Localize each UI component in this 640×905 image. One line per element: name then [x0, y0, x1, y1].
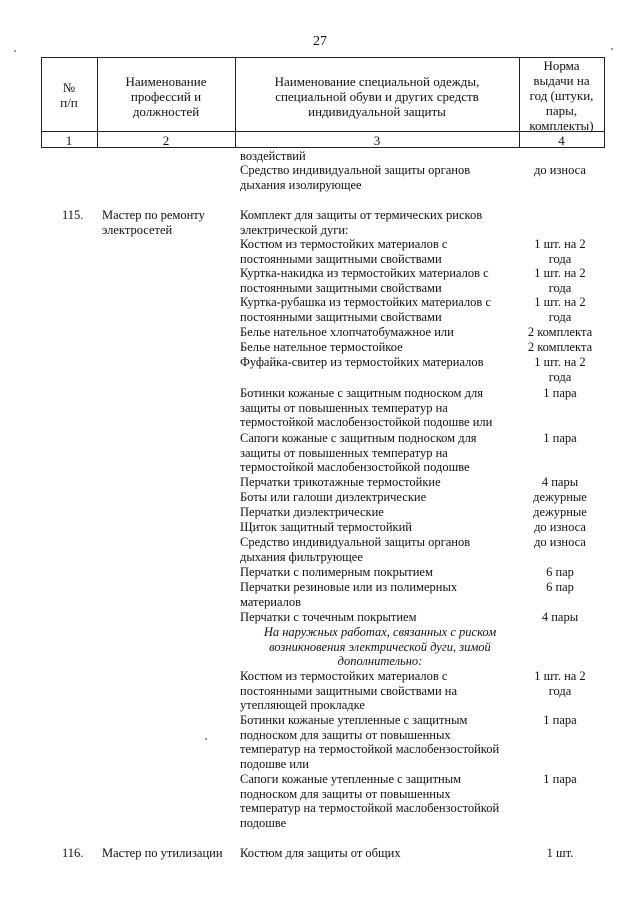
- item-text: Ботинки кожаные с защитным подноском для защиты от повышенных температур на термостойкой маслобензостойкой подошве или: [240, 386, 493, 429]
- item-text: Щиток защитный термостойкий: [240, 520, 412, 534]
- norm-value: дежурные: [533, 490, 587, 504]
- item-text: Перчатки трикотажные термостойкие: [240, 475, 441, 489]
- item-text: Перчатки резиновые или из полимерных материалов: [240, 580, 458, 609]
- item-text: Перчатки с точечным покрытием: [240, 610, 417, 624]
- norm-value: 1 пара: [543, 386, 577, 400]
- column-number-4: 4: [558, 133, 565, 148]
- item-text: Перчатки диэлектрические: [240, 505, 384, 519]
- item-text: воздействий: [240, 149, 306, 163]
- item-text: Средство индивидуальной защиты органов дыхания фильтрующее: [240, 535, 471, 564]
- item-text: Куртка-рубашка из термостойких материалов с постоянными защитными свойствами: [240, 295, 491, 324]
- header-bottom-line: [41, 147, 605, 148]
- header-col3: Наименование специальной одежды, специальной обуви и других средств индивидуальной защиты: [274, 74, 480, 119]
- profession-name: Мастер по ремонту электросетей: [102, 208, 205, 237]
- item-text: Костюм из термостойких материалов с постоянными защитными свойствами: [240, 237, 448, 266]
- norm-value: 1 шт. на 2 года: [534, 669, 586, 698]
- norm-value: до износа: [534, 520, 586, 534]
- item-text: Сапоги кожаные утепленные с защитным подноском для защиты от повышенных температур на термостойкой маслобензостойкой подошве: [240, 772, 500, 830]
- norm-value: 1 пара: [543, 713, 577, 727]
- norm-value: 4 пары: [541, 475, 579, 489]
- item-text: Куртка-накидка из термостойких материалов с постоянными защитными свойствами: [240, 266, 489, 295]
- norm-value: 2 комплекта: [527, 340, 593, 354]
- norm-value: 1 шт. на 2 года: [534, 295, 586, 324]
- item-text: Боты или галоши диэлектрические: [240, 490, 427, 504]
- norm-value: 4 пары: [541, 610, 579, 624]
- row-number: 116.: [62, 846, 84, 860]
- item-text: Ботинки кожаные утепленные с защитным подноском для защиты от повышенных температур на термостойкой маслобензостойкой подошве или: [240, 713, 500, 771]
- scan-speck: [14, 50, 16, 52]
- norm-value: 6 пар: [546, 580, 574, 594]
- norm-value: до износа: [534, 535, 586, 549]
- norm-value: 1 шт.: [546, 846, 574, 860]
- profession-name: Мастер по утилизации: [102, 846, 223, 860]
- column-number-3: 3: [373, 133, 381, 148]
- item-text: Комплект для защиты от термических рисков электрической дуги:: [240, 208, 483, 237]
- norm-value: до износа: [534, 163, 586, 177]
- column-number-2: 2: [162, 133, 170, 148]
- scan-speck: [611, 48, 613, 50]
- norm-value: дежурные: [533, 505, 587, 519]
- header-col1: № п/п: [60, 80, 78, 110]
- item-text: Сапоги кожаные с защитным подноском для защиты от повышенных температур на термостойкой маслобензостойкой подошве: [240, 431, 477, 474]
- item-text: Фуфайка-свитер из термостойких материалов: [240, 355, 484, 369]
- item-text: Костюм для защиты от общих: [240, 846, 401, 860]
- norm-value: 2 комплекта: [527, 325, 593, 339]
- section-subheading: На наружных работах, связанных с риском возникновения электрической дуги, зимой дополнительно:: [263, 625, 497, 668]
- row-number: 115.: [62, 208, 84, 222]
- header-col4: Норма выдачи на год (штуки, пары, комплекты): [529, 58, 594, 133]
- norm-value: 1 шт. на 2 года: [534, 237, 586, 266]
- item-text: Белье нательное термостойкое: [240, 340, 403, 354]
- scan-speck: [205, 738, 207, 740]
- norm-value: 1 пара: [543, 772, 577, 786]
- header-col2: Наименование профессий и должностей: [125, 74, 207, 119]
- page-number: 27: [313, 34, 327, 49]
- header-border-right: [604, 57, 605, 147]
- item-text: Костюм из термостойких материалов с постоянными защитными свойствами на утепляющей прокладке: [240, 669, 457, 712]
- norm-value: 1 пара: [543, 431, 577, 445]
- norm-value: 1 шт. на 2 года: [534, 266, 586, 295]
- norm-value: 1 шт. на 2 года: [534, 355, 586, 384]
- norm-value: 6 пар: [546, 565, 574, 579]
- column-number-1: 1: [65, 133, 73, 148]
- item-text: Белье нательное хлопчатобумажное или: [240, 325, 454, 339]
- item-text: Перчатки с полимерным покрытием: [240, 565, 433, 579]
- item-text: Средство индивидуальной защиты органов дыхания изолирующее: [240, 163, 471, 192]
